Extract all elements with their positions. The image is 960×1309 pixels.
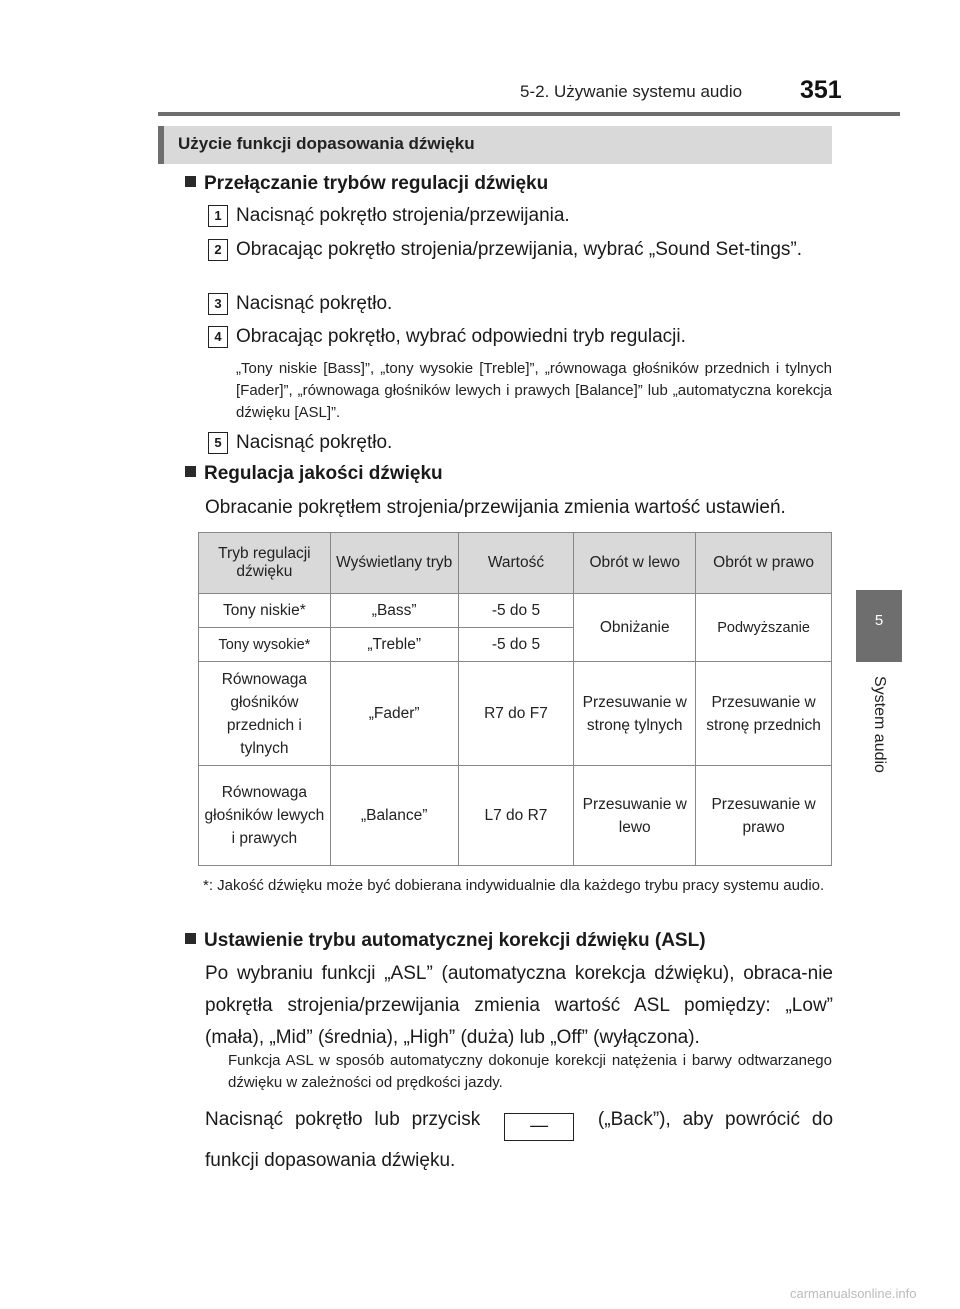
quality-intro: Obracanie pokrętłem strojenia/przewijania zmienia wartość ustawień. — [205, 497, 786, 518]
col-header-left: Obrót w lewo — [574, 533, 696, 594]
quality-heading — [185, 463, 443, 485]
step-4-note: „Tony niskie [Bass]”, „tony wysokie [Treble]”, „równowaga głośników przednich i tylnych [Fader]”, „równowaga głośników lewych i prawych [Balance]” lub „automatyczna korekcja dźwięku [ASL]”. — [236, 360, 832, 421]
quality-heading-text: Regulacja jakości dźwięku — [204, 463, 443, 484]
cell-right: Przesuwanie w stronę przednich — [696, 662, 832, 766]
cell-display: „Balance” — [330, 766, 458, 866]
cell-mode: Równowaga głośników lewych i prawych — [199, 766, 331, 866]
square-bullet-icon — [185, 933, 196, 944]
table-row — [199, 662, 832, 766]
back-text-after: („Back”), aby powrócić do funkcji dopasowania dźwięku. — [205, 1109, 834, 1171]
step-text: Obracając pokrętło, wybrać odpowiedni tryb regulacji. — [236, 326, 686, 347]
cell-value: L7 do R7 — [458, 766, 574, 866]
step-3 — [208, 289, 833, 319]
section-title: Użycie funkcji dopasowania dźwięku — [178, 134, 475, 153]
cell-left: Przesuwanie w stronę tylnych — [574, 662, 696, 766]
step-5 — [208, 428, 833, 458]
cell-value: -5 do 5 — [458, 628, 574, 662]
cell-left: Przesuwanie w lewo — [574, 766, 696, 866]
square-bullet-icon — [185, 176, 196, 187]
table-row — [199, 766, 832, 866]
step-2 — [208, 235, 833, 265]
cell-value: -5 do 5 — [458, 594, 574, 628]
cell-mode: Tony niskie* — [199, 594, 331, 628]
cell-display: „Fader” — [330, 662, 458, 766]
back-text-before: Nacisnąć pokrętło lub przycisk — [205, 1109, 481, 1130]
square-bullet-icon — [185, 466, 196, 477]
step-text: Nacisnąć pokrętło. — [236, 432, 393, 453]
running-header-section: 5-2. Używanie systemu audio — [520, 82, 743, 101]
back-button-key-icon: — — [504, 1113, 574, 1141]
asl-heading — [185, 930, 706, 952]
step-text: Nacisnąć pokrętło. — [236, 293, 393, 314]
cell-right: Podwyższanie — [696, 594, 832, 662]
switching-heading-text: Przełączanie trybów regulacji dźwięku — [204, 173, 549, 194]
chapter-number: 5 — [874, 612, 884, 629]
col-header-mode: Tryb regulacji dźwięku — [199, 533, 331, 594]
header-rule — [158, 112, 900, 116]
step-1 — [208, 201, 833, 231]
chapter-label: System audio — [871, 676, 888, 773]
asl-note: Funkcja ASL w sposób automatyczny dokonuje korekcji natężenia i barwy odtwarzanego dźwięku w zależności od prędkości jazdy. — [228, 1052, 832, 1091]
step-number-badge: 3 — [208, 293, 228, 315]
cell-right: Przesuwanie w prawo — [696, 766, 832, 866]
cell-value: R7 do F7 — [458, 662, 574, 766]
step-number-badge: 2 — [208, 239, 228, 261]
table-footnote: *: Jakość dźwięku może być dobierana indywidualnie dla każdego trybu pracy systemu audio. — [203, 877, 825, 894]
step-4 — [208, 322, 833, 352]
asl-heading-text: Ustawienie trybu automatycznej korekcji dźwięku (ASL) — [204, 930, 706, 951]
sound-settings-table — [198, 532, 832, 866]
step-text: Nacisnąć pokrętło strojenia/przewijania. — [236, 205, 570, 226]
col-header-right: Obrót w prawo — [696, 533, 832, 594]
cell-mode: Równowaga głośników przednich i tylnych — [199, 662, 331, 766]
watermark: carmanualsonline.info — [790, 1286, 917, 1301]
step-number-badge: 5 — [208, 432, 228, 454]
back-instruction — [205, 1100, 833, 1181]
step-text: Obracając pokrętło strojenia/przewijania, wybrać „Sound Set-tings”. — [236, 239, 803, 260]
page-number: 351 — [800, 76, 842, 104]
table-row — [199, 594, 832, 628]
asl-body: Po wybraniu funkcji „ASL” (automatyczna korekcja dźwięku), obraca-nie pokrętła strojenia/przewijania zmienia wartość ASL pomiędzy: „Low” (mała), „Mid” (średnia), „High” (duża) lub „Off” (wyłączona). — [205, 963, 833, 1048]
section-title-box — [158, 126, 832, 164]
cell-display: „Treble” — [330, 628, 458, 662]
cell-display: „Bass” — [330, 594, 458, 628]
table-header-row — [199, 533, 832, 594]
col-header-value: Wartość — [458, 533, 574, 594]
switching-heading — [185, 173, 548, 195]
cell-left: Obniżanie — [574, 594, 696, 662]
step-number-badge: 1 — [208, 205, 228, 227]
col-header-display: Wyświetlany tryb — [330, 533, 458, 594]
step-number-badge: 4 — [208, 326, 228, 348]
cell-mode: Tony wysokie* — [199, 628, 331, 662]
chapter-tab — [856, 590, 902, 662]
